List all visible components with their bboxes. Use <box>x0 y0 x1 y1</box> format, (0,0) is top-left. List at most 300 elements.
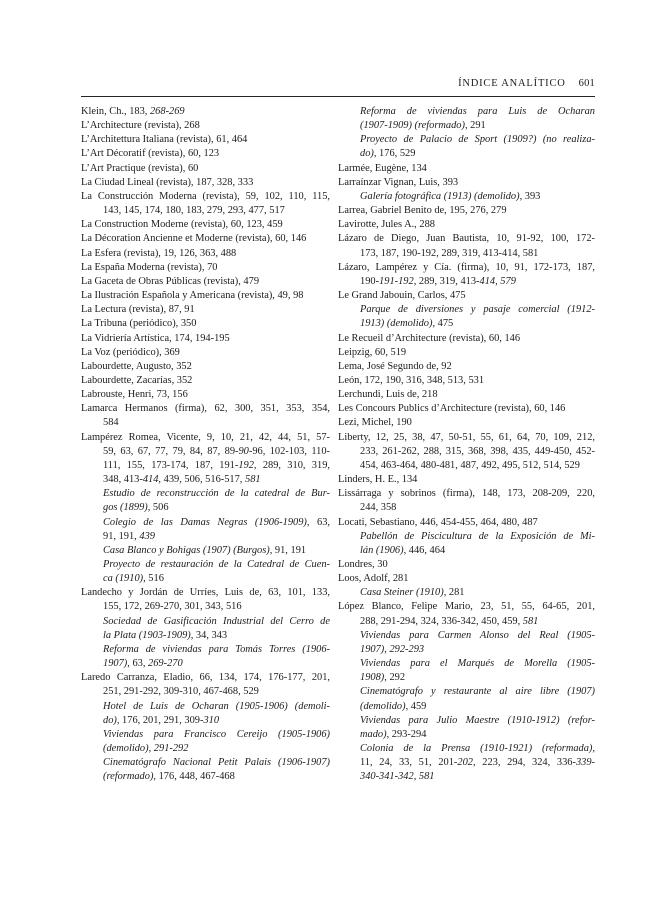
index-entry <box>81 162 330 176</box>
roman-text: 454, 463-464, 480-481, 487, 492, 495, 512, 514, 529 <box>360 459 580 471</box>
index-work-subentry <box>81 728 330 756</box>
index-work-subentry <box>338 714 595 742</box>
roman-text: , 223, 294, 324, 336- <box>472 757 576 769</box>
index-work-subentry <box>338 657 595 685</box>
index-line <box>81 530 330 544</box>
italic-text: 340-341-342 <box>360 771 414 783</box>
index-line <box>338 232 595 246</box>
index-line <box>338 473 595 487</box>
roman-text: Les Concours Publics d’Architecture (revista), 60, 146 <box>338 403 566 415</box>
italic-text: do) <box>103 714 117 726</box>
index-entry <box>81 303 330 317</box>
index-line <box>338 714 595 728</box>
roman-text: León, 172, 190, 316, 348, 513, 531 <box>338 374 485 386</box>
roman-text: La Lectura (revista), 87, 91 <box>81 304 195 316</box>
index-line <box>338 416 595 430</box>
roman-text: 244, 358 <box>360 502 397 514</box>
index-entry <box>338 516 595 530</box>
index-line <box>81 544 330 558</box>
italic-text: 414 <box>142 474 159 486</box>
roman-text: Lázaro, Lampérez y Cía. (firma), 10, 91, 172-173, 187, <box>338 261 595 273</box>
roman-text: , 289, 319, 413- <box>413 275 480 287</box>
roman-text: L’Art Décoratif (revista), 60, 123 <box>81 148 220 160</box>
italic-text: Pabellón de Piscicultura de la Exposición de Mi- <box>360 530 595 542</box>
index-line <box>338 487 595 501</box>
roman-text: 288, 291-294, 324, 336-342, 450, 459, <box>360 615 523 627</box>
index-entry <box>81 374 330 388</box>
roman-text: Labourdette, Zacarías, 352 <box>81 374 193 386</box>
index-line <box>338 700 595 714</box>
index-line <box>81 261 330 275</box>
index-line <box>81 388 330 402</box>
italic-text: Colonia de la Prensa (1910-1921) (reformada), <box>360 743 595 755</box>
italic-text: (reformado) <box>103 771 154 783</box>
roman-text: 173, 187, 190-192, 289, 319, 413-414, 581 <box>360 247 539 259</box>
index-line <box>338 643 595 657</box>
roman-text: , 516 <box>143 573 164 585</box>
index-entry <box>338 232 595 260</box>
italic-text: mado) <box>360 728 387 740</box>
italic-text: 581 <box>522 615 539 627</box>
index-entry <box>81 275 330 289</box>
roman-text: La Ilustración Española y Americana (revista), 49, 98 <box>81 290 304 302</box>
index-columns <box>81 105 595 785</box>
italic-text: 339- <box>575 757 595 769</box>
index-line <box>338 516 595 530</box>
index-line <box>338 289 595 303</box>
italic-text: 581 <box>418 771 435 783</box>
italic-text: 1908) <box>360 672 385 684</box>
roman-text: La Construction Moderne (revista), 60, 123, 459 <box>81 219 283 231</box>
index-entry <box>338 176 595 190</box>
roman-text: 584 <box>103 417 119 429</box>
index-line <box>81 700 330 714</box>
index-work-subentry <box>338 586 595 600</box>
index-line <box>338 572 595 586</box>
index-entry <box>81 346 330 360</box>
index-work-subentry <box>81 558 330 586</box>
index-entry <box>338 360 595 374</box>
italic-text: 414 <box>479 275 496 287</box>
roman-text: 155, 172, 269-270, 301, 343, 516 <box>103 601 242 613</box>
index-line <box>81 714 330 728</box>
roman-text: Lázaro de Diego, Juan Bautista, 10, 91-92, 100, 172- <box>338 233 595 245</box>
roman-text: Klein, Ch., 183, <box>81 106 150 117</box>
index-entry <box>81 402 330 430</box>
italic-text: 192 <box>238 459 254 471</box>
index-entry <box>81 133 330 147</box>
roman-text: Lema, José Segundo de, 92 <box>338 360 452 372</box>
index-line <box>81 657 330 671</box>
roman-text: 143, 145, 174, 180, 183, 279, 293, 477, 517 <box>103 205 285 217</box>
index-line <box>338 204 595 218</box>
roman-text: 111, 155, 173-174, 187, 191- <box>103 459 239 471</box>
index-line <box>81 147 330 161</box>
index-line <box>81 770 330 784</box>
index-line <box>81 303 330 317</box>
roman-text: 233, 261-262, 288, 315, 368, 398, 435, 449-450, 452- <box>360 445 595 457</box>
index-line <box>81 360 330 374</box>
italic-text: 439 <box>139 530 155 542</box>
italic-text: 191-192 <box>379 275 414 287</box>
index-line <box>81 685 330 699</box>
index-entry <box>338 600 595 628</box>
roman-text: Le Grand Jabouin, Carlos, 475 <box>338 290 466 302</box>
index-line <box>338 374 595 388</box>
index-entry <box>81 332 330 346</box>
italic-text: Viviendas para Carmen Alonso del Real (1905- <box>360 629 595 641</box>
index-line <box>338 770 595 784</box>
index-work-subentry <box>338 303 595 331</box>
index-line <box>81 346 330 360</box>
roman-text: Lerchundi, Luis de, 218 <box>338 389 438 401</box>
roman-text: , <box>148 743 154 755</box>
index-line <box>81 586 330 600</box>
roman-text: , 475 <box>432 318 454 330</box>
roman-text: Larraínzar Vignan, Luis, 393 <box>338 176 459 188</box>
index-entry <box>338 572 595 586</box>
index-entry <box>338 162 595 176</box>
index-line <box>338 388 595 402</box>
index-work-subentry <box>338 190 595 204</box>
roman-text: , 91, 191 <box>269 544 307 556</box>
roman-text: La España Moderna (revista), 70 <box>81 261 218 273</box>
index-entry <box>338 473 595 487</box>
italic-text: 581 <box>245 474 261 486</box>
italic-text: (1907-1909) (reformado) <box>360 120 465 132</box>
italic-text: Cinematógrafo Nacional Petit Palais (1906-1907) <box>103 757 330 769</box>
index-line <box>81 275 330 289</box>
index-line <box>338 105 595 119</box>
index-work-subentry <box>338 530 595 558</box>
index-line <box>338 275 595 289</box>
roman-text: , 293-294 <box>386 728 427 740</box>
index-work-subentry <box>81 516 330 544</box>
index-line <box>81 204 330 218</box>
header-rule <box>81 96 595 97</box>
index-line <box>338 685 595 699</box>
roman-text: , 63, <box>306 516 331 528</box>
italic-text: gos (1899) <box>103 502 148 514</box>
index-entry <box>81 190 330 218</box>
index-entry <box>81 360 330 374</box>
page-number: 601 <box>578 78 595 89</box>
roman-text: 190- <box>360 275 380 287</box>
roman-text: La Décoration Ancienne et Moderne (revista), 60, 146 <box>81 233 307 245</box>
index-line <box>338 190 595 204</box>
index-column-left <box>81 105 330 785</box>
index-line <box>338 147 595 161</box>
index-entry <box>81 671 330 699</box>
index-entry <box>81 261 330 275</box>
italic-text: Galería fotográfica (1913) (demolido) <box>360 190 520 202</box>
running-header <box>81 78 595 89</box>
index-line <box>338 332 595 346</box>
index-entry <box>81 247 330 261</box>
italic-text: Sociedad de Gasificación Industrial del Cerro de <box>103 615 330 627</box>
roman-text: , 459 <box>405 700 427 712</box>
index-line <box>338 756 595 770</box>
index-line <box>338 360 595 374</box>
index-entry <box>338 558 595 572</box>
index-line <box>338 303 595 317</box>
index-line <box>338 402 595 416</box>
italic-text: 269-270 <box>148 658 183 670</box>
index-line <box>81 317 330 331</box>
index-work-subentry <box>81 487 330 515</box>
roman-text: , 281 <box>443 587 465 599</box>
index-line <box>338 317 595 331</box>
italic-text: Colegio de las Damas Negras (1906-1909) <box>103 516 307 528</box>
index-work-subentry <box>338 629 595 657</box>
index-line <box>81 402 330 416</box>
index-line <box>81 487 330 501</box>
index-line <box>338 657 595 671</box>
italic-text: la Plata (1903-1909) <box>103 629 191 641</box>
index-line <box>338 742 595 756</box>
roman-text: 251, 291-292, 309-310, 467-468, 529 <box>103 686 259 698</box>
roman-text: Lissárraga y sobrinos (firma), 148, 173, 208-209, 220, <box>338 488 595 500</box>
roman-text: , 439, 506, 516-517, <box>158 474 246 486</box>
index-entry <box>338 346 595 360</box>
roman-text: Larmée, Eugène, 134 <box>338 162 427 174</box>
index-line <box>81 600 330 614</box>
italic-text: (demolido) <box>360 700 406 712</box>
index-line <box>81 629 330 643</box>
roman-text: , 446, 464 <box>403 544 446 556</box>
index-entry <box>81 317 330 331</box>
running-title: ÍNDICE ANALÍTICO <box>458 78 566 89</box>
index-line <box>81 119 330 133</box>
italic-text: 292-293 <box>389 643 425 655</box>
italic-text: Hotel de Luis de Ocharan (1905-1906) (demoli- <box>103 700 330 712</box>
italic-text: Casa Steiner (1910) <box>360 587 444 599</box>
roman-text: , <box>384 643 390 655</box>
italic-text: Casa Blanco y Bohigas (1907) (Burgos) <box>103 544 270 556</box>
italic-text: 268-269 <box>149 106 185 117</box>
roman-text: , 393 <box>519 190 541 202</box>
index-line <box>81 671 330 685</box>
italic-text: Reforma de viviendas para Tomás Torres (1906- <box>103 643 330 655</box>
index-line <box>338 558 595 572</box>
roman-text: Leipzig, 60, 519 <box>338 346 407 358</box>
index-line <box>338 261 595 275</box>
index-line <box>81 232 330 246</box>
index-column-right <box>338 105 595 785</box>
index-entry <box>81 105 330 119</box>
index-line <box>81 105 330 119</box>
italic-text: Cinematógrafo y restaurante al aire libre (1907) <box>360 686 595 698</box>
italic-text: Parque de diversiones y pasaje comercial (1912- <box>360 304 595 316</box>
italic-text: do) <box>360 148 374 160</box>
roman-text: Lezi, Michel, 190 <box>338 417 412 429</box>
roman-text: La Construcción Moderna (revista), 59, 102, 110, 115, <box>81 190 330 202</box>
italic-text: Viviendas para Francisco Cereijo (1905-1906) <box>103 728 330 740</box>
roman-text: Lampérez Romea, Vicente, 9, 10, 21, 42, 44, 51, 57- <box>81 431 330 443</box>
index-line <box>338 501 595 515</box>
index-entry <box>338 218 595 232</box>
index-line <box>338 671 595 685</box>
italic-text: (demolido) <box>103 743 149 755</box>
roman-text: La Gaceta de Obras Públicas (revista), 479 <box>81 275 260 287</box>
italic-text: Reforma de viviendas para Luis de Ocharan <box>360 106 595 117</box>
index-line <box>81 558 330 572</box>
index-entry <box>338 261 595 289</box>
roman-text: 91, 191, <box>103 530 140 542</box>
italic-text: ca (1910) <box>103 573 144 585</box>
index-work-subentry <box>81 756 330 784</box>
index-line <box>338 544 595 558</box>
italic-text: 1907) <box>103 658 128 670</box>
roman-text: , 176, 529 <box>373 148 416 160</box>
index-line <box>81 615 330 629</box>
index-line <box>81 247 330 261</box>
italic-text: 90 <box>238 445 249 457</box>
index-entry <box>81 431 330 488</box>
italic-text: Viviendas para el Marqués de Morella (1905- <box>360 658 595 670</box>
index-entry <box>81 289 330 303</box>
roman-text: Lamarca Hermanos (firma), 62, 300, 351, 353, 354, <box>81 403 330 415</box>
index-work-subentry <box>338 742 595 784</box>
index-line <box>81 445 330 459</box>
roman-text: , 63, <box>127 658 149 670</box>
index-work-subentry <box>81 700 330 728</box>
roman-text: La Ciudad Lineal (revista), 187, 328, 333 <box>81 176 254 188</box>
index-line <box>81 332 330 346</box>
index-entry <box>338 487 595 515</box>
index-line <box>81 162 330 176</box>
roman-text: 348, 413- <box>103 474 143 486</box>
index-line <box>81 431 330 445</box>
roman-text: , <box>495 275 501 287</box>
roman-text: , <box>413 771 419 783</box>
roman-text: Le Recueil d’Architecture (revista), 60, 146 <box>338 332 521 344</box>
index-entry <box>81 586 330 614</box>
index-line <box>81 416 330 430</box>
index-line <box>338 119 595 133</box>
roman-text: Lavirotte, Jules A., 288 <box>338 219 435 231</box>
roman-text: Linders, H. E., 134 <box>338 474 418 486</box>
roman-text: , 176, 201, 291, 309- <box>116 714 204 726</box>
roman-text: , 291 <box>464 120 486 132</box>
index-line <box>338 218 595 232</box>
index-line <box>338 600 595 614</box>
roman-text: Loos, Adolf, 281 <box>338 573 409 585</box>
index-entry <box>81 147 330 161</box>
index-line <box>338 530 595 544</box>
index-line <box>81 516 330 530</box>
roman-text: Londres, 30 <box>338 559 388 570</box>
roman-text: , 506 <box>147 502 169 514</box>
roman-text: Landecho y Jordán de Urríes, Luis de, 63, 101, 133, <box>81 587 330 599</box>
index-work-subentry <box>338 105 595 133</box>
index-entry <box>81 176 330 190</box>
index-line <box>338 445 595 459</box>
roman-text: L’Architettura Italiana (revista), 61, 464 <box>81 134 248 146</box>
index-entry <box>338 388 595 402</box>
index-line <box>81 176 330 190</box>
italic-text: Estudio de reconstrucción de la catedral de Bur- <box>103 488 330 500</box>
index-line <box>81 133 330 147</box>
index-line <box>81 459 330 473</box>
index-line <box>81 742 330 756</box>
roman-text: Laredo Carranza, Eladio, 66, 134, 174, 176-177, 201, <box>81 672 330 684</box>
roman-text: , 176, 448, 467-468 <box>153 771 235 783</box>
index-line <box>338 247 595 261</box>
index-entry <box>338 431 595 473</box>
index-entry <box>81 119 330 133</box>
italic-text: 202 <box>457 757 473 769</box>
index-entry <box>338 402 595 416</box>
index-line <box>81 374 330 388</box>
roman-text: La Esfera (revista), 19, 126, 363, 488 <box>81 247 237 259</box>
index-line <box>338 459 595 473</box>
index-line <box>81 728 330 742</box>
italic-text: 310 <box>203 714 220 726</box>
index-line <box>338 133 595 147</box>
index-line <box>338 431 595 445</box>
roman-text: Larrea, Gabriel Benito de, 195, 276, 279 <box>338 205 507 217</box>
roman-text: 59, 63, 67, 77, 79, 84, 87, 89- <box>103 445 239 457</box>
index-work-subentry <box>81 544 330 558</box>
index-entry <box>338 374 595 388</box>
index-work-subentry <box>338 685 595 713</box>
italic-text: Proyecto de Palacio de Sport (1909?) (no realiza- <box>360 134 595 146</box>
roman-text: L’Architecture (revista), 268 <box>81 120 200 132</box>
index-line <box>81 190 330 204</box>
index-entry <box>81 232 330 246</box>
index-line <box>81 643 330 657</box>
index-line <box>338 162 595 176</box>
index-entry <box>338 416 595 430</box>
index-entry <box>338 332 595 346</box>
index-line <box>338 346 595 360</box>
roman-text: L’Art Practique (revista), 60 <box>81 162 199 174</box>
italic-text: 291-292 <box>153 743 189 755</box>
roman-text: , 289, 310, 319, <box>253 459 330 471</box>
italic-text: 1907) <box>360 643 385 655</box>
italic-text: 1913) (demolido) <box>360 318 433 330</box>
roman-text: López Blanco, Felipe Mario, 23, 51, 55, 64-65, 201, <box>338 601 595 613</box>
index-line <box>338 629 595 643</box>
italic-text: 579 <box>500 275 516 287</box>
index-line <box>81 289 330 303</box>
roman-text: Locati, Sebastiano, 446, 454-455, 464, 480, 487 <box>338 516 538 528</box>
roman-text: Labrouste, Henri, 73, 156 <box>81 389 188 401</box>
index-line <box>81 572 330 586</box>
roman-text: , 34, 343 <box>190 629 228 641</box>
roman-text: Labourdette, Augusto, 352 <box>81 360 192 372</box>
index-work-subentry <box>81 615 330 643</box>
index-work-subentry <box>81 643 330 671</box>
italic-text: Viviendas para Julio Maestre (1910-1912) (refor- <box>360 714 595 726</box>
roman-text: La Voz (periódico), 369 <box>81 346 180 358</box>
italic-text: Proyecto de restauración de la Catedral de Cuen- <box>103 559 330 570</box>
index-work-subentry <box>338 133 595 161</box>
roman-text: La Tribuna (periódico), 350 <box>81 318 197 330</box>
italic-text: lán (1906) <box>360 544 404 556</box>
roman-text: , 292 <box>384 672 406 684</box>
roman-text: -96, 102-103, 110- <box>248 445 330 457</box>
index-line <box>81 218 330 232</box>
index-entry <box>338 289 595 303</box>
index-line <box>338 176 595 190</box>
index-line <box>81 756 330 770</box>
index-line <box>81 473 330 487</box>
index-line <box>338 728 595 742</box>
roman-text: 11, 24, 33, 51, 201- <box>360 757 458 769</box>
index-entry <box>81 218 330 232</box>
